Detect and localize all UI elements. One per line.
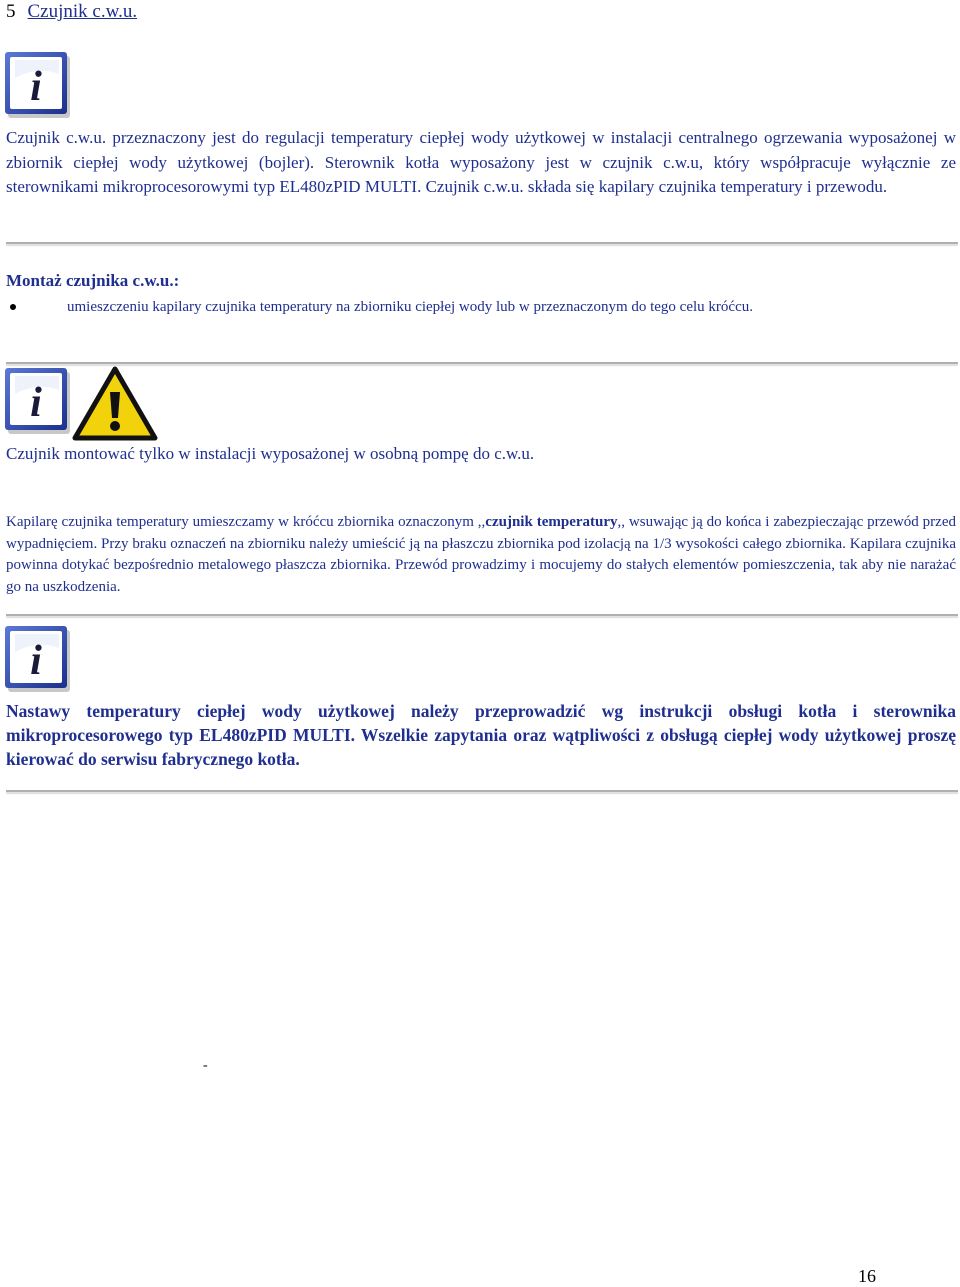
bullet-icon [10,304,16,310]
divider [6,242,958,244]
divider [6,362,958,364]
section-title-link[interactable]: Czujnik c.w.u. [27,1,138,22]
info-icon [5,52,71,120]
list-item-text: umieszczeniu kapilary czujnika temperatury na zbiorniku ciepłej wody lub w przeznaczonym do tego celu króćcu. [67,299,753,315]
section-number: 5 [6,1,16,22]
list-item [6,297,956,317]
section-heading [6,0,137,24]
page-number: 16 [858,1266,876,1286]
warning-icon [72,366,158,442]
install-text-bold: czujnik temperatury [485,514,618,530]
svg-text:i: i [30,380,42,426]
svg-text:i: i [30,64,42,110]
mounting-title: Montaż czujnika c.w.u.: [6,271,180,290]
install-text-before: Kapilarę czujnika temperatury umieszczamy w króćcu zbiornika oznaczonym ,, [6,514,486,530]
divider [6,790,958,792]
warning-text: Czujnik montować tylko w instalacji wyposażonej w osobną pompę do c.w.u. [6,444,535,463]
install-text-after: ,, wsuwając ją do końca i zabezpieczając przewód przed wypadnięciem. Przy braku oznaczeń na zbiorniku należy umieścić ją na płaszczu zbiornika pod izolacją na 1/3 wysokości całego zbiornika. Kapilara czujnika powinna dotykać bezpośrednio metalowego płaszcza zbiornika. Przewód prowadzimy i mocujemy do stałych elementów pomieszczenia, tak aby nie narażać go na uszkodzenia. [6,514,956,595]
divider [6,614,958,616]
svg-text:i: i [30,638,42,684]
install-paragraph [6,512,956,598]
settings-paragraph: Nastawy temperatury ciepłej wody użytkowej należy przeprowadzić wg instrukcji obsługi kotła i sterownika mikroprocesorowego typ EL480zPID MULTI. Wszelkie zapytania oraz wątpliwości z obsługą ciepłej wody użytkowej proszę kierować do serwisu fabrycznego kotła. [6,701,956,769]
info-icon [5,626,71,694]
dash-mark: - [203,1058,208,1073]
info-icon [5,368,71,436]
intro-paragraph: Czujnik c.w.u. przeznaczony jest do regulacji temperatury ciepłej wody użytkowej w instalacji centralnego ogrzewania wyposażonej w zbiornik ciepłej wody użytkowej (bojler). Sterownik kotła wyposażony jest w czujnik c.w.u, który współpracuje wyłącznie ze sterownikami mikroprocesorowymi typ EL480zPID MULTI. Czujnik c.w.u. składa się kapilary czujnika temperatury i przewodu. [6,128,956,196]
